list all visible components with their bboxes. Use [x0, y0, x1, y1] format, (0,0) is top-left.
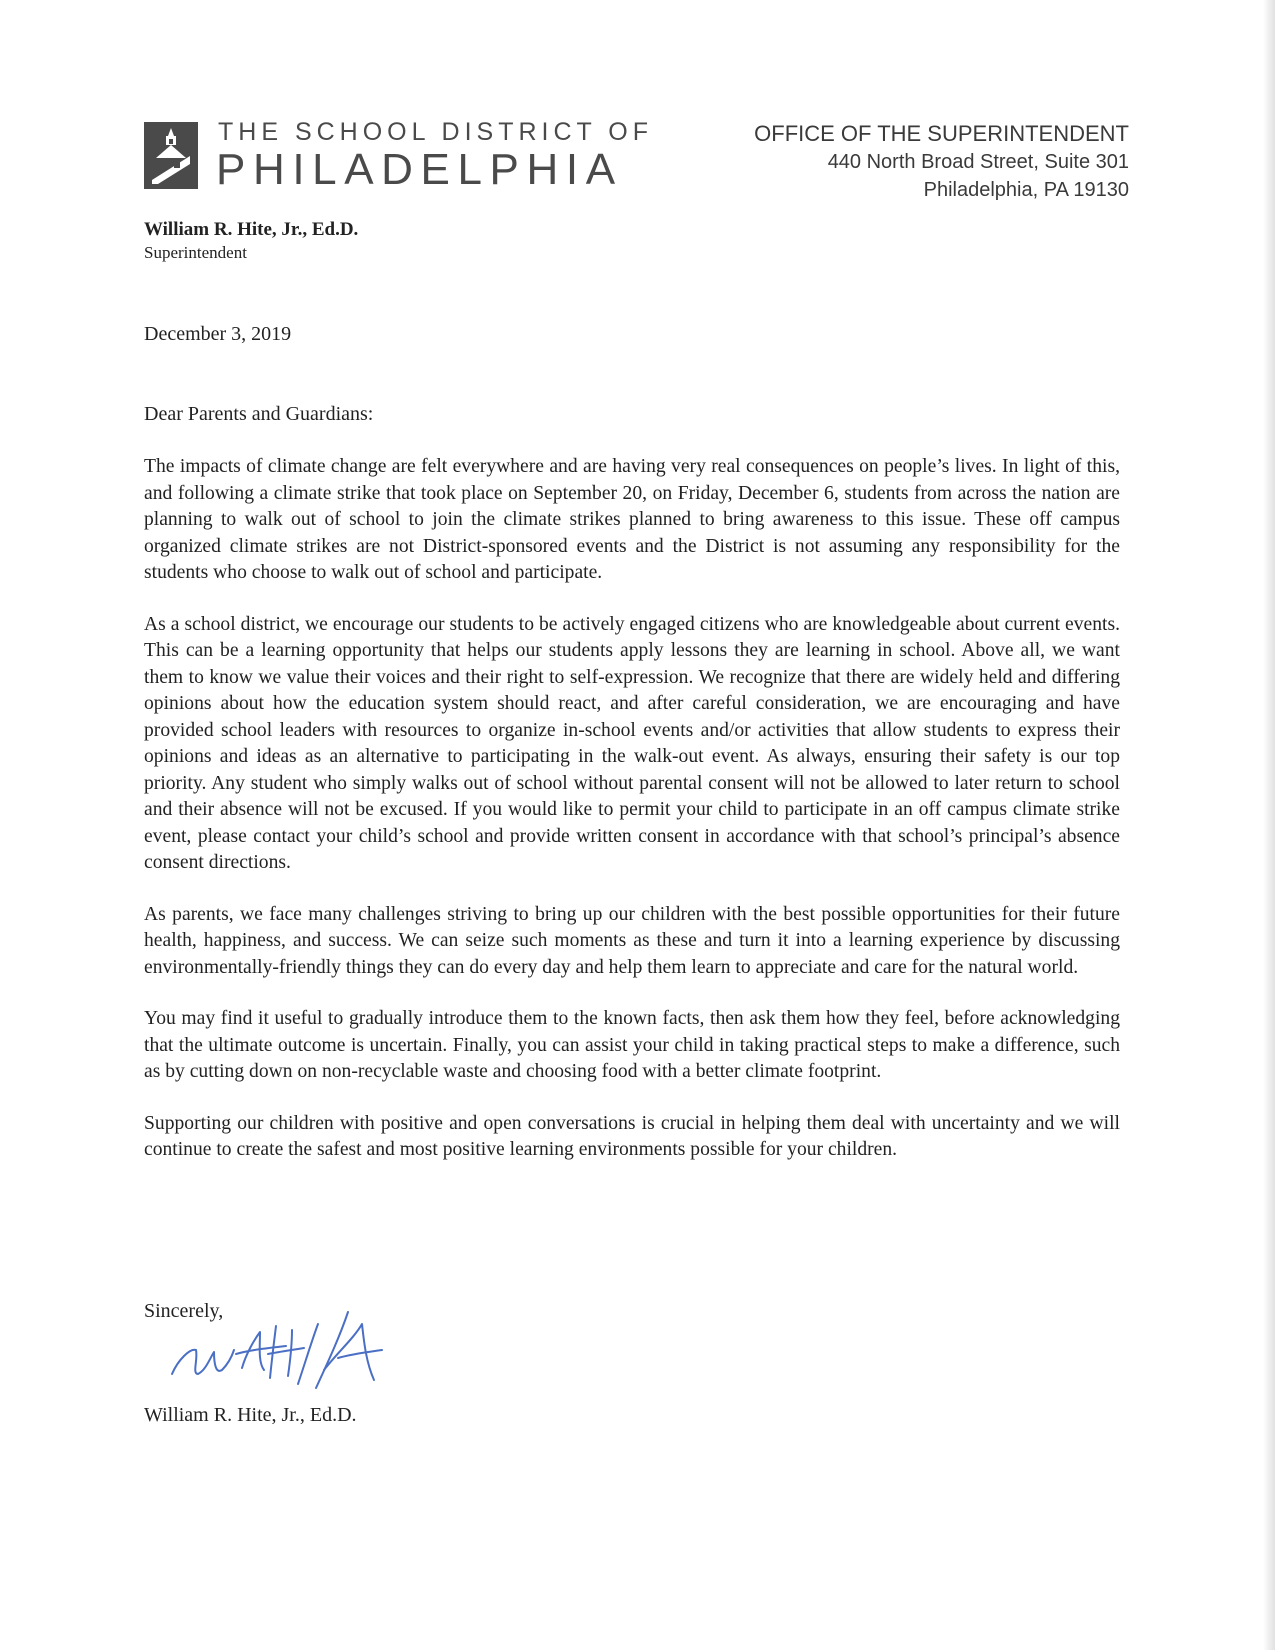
body-paragraph: You may find it useful to gradually introduce them to the known facts, then ask them how they feel, before acknowledging that the ultimate outcome is uncertain. Finally, you can assist your child in taking practical steps to make a difference, such as by cutting down on non-recyclable waste and choosing food with a better climate footprint. [144, 1008, 1120, 1082]
address-line-2: Philadelphia, PA 19130 [923, 179, 1129, 201]
office-address-block [754, 120, 1129, 204]
org-name-line2: PHILADELPHIA [216, 145, 623, 194]
letter-body [144, 454, 1120, 1189]
closing: Sincerely, [144, 1300, 224, 1322]
sender-name: William R. Hite, Jr., Ed.D. [144, 219, 359, 240]
body-paragraph: As parents, we face many challenges striving to bring up our children with the best possible opportunities for their future health, happiness, and success. We can seize such moments as these and turn it into a learning experience by discussing environmentally-friendly things they can do every day and help them learn to appreciate and care for the natural world. [144, 903, 1120, 978]
body-paragraph: The impacts of climate change are felt everywhere and are having very real consequences on people’s lives. In light of this, and following a climate strike that took place on September 20, on Friday, December 6, students from across the nation are planning to walk out of school to join the climate strikes planned to bring awareness to this issue. These off campus organized climate strikes are not District-sponsored events and the District is not assuming any responsibility for the students who choose to walk out of school and participate. [144, 456, 1120, 583]
handwritten-signature [168, 1310, 438, 1392]
sender-title: Superintendent [144, 243, 247, 262]
body-paragraph: Supporting our children with positive and open conversations is crucial in helping them deal with uncertainty and we will continue to create the safest and most positive learning environments possible for your children. [144, 1112, 1120, 1160]
letter-date: December 3, 2019 [144, 323, 292, 345]
address-line-1: 440 North Broad Street, Suite 301 [827, 151, 1129, 173]
body-paragraph: As a school district, we encourage our students to be actively engaged citizens who are knowledgeable about current events. This can be a learning opportunity that helps our students apply lessons they are learning in school. Above all, we want them to know we value their voices and their right to self-expression. We recognize that there are widely held and differing opinions about how the education system should react, and after careful consideration, we are encouraging and have provided school leaders with resources to organize in-school events and/or activities that allow students to express their opinions and ideas as an alternative to participating in the walk-out event. As always, ensuring their safety is our top priority. Any student who simply walks out of school without parental consent will not be allowed to later return to school and their absence will not be excused. If you would like to permit your child to participate in an off campus climate strike event, please contact your child’s school and provide written consent in accordance with that school’s principal’s absence consent directions. [144, 613, 1120, 873]
sender-block [144, 218, 358, 264]
signer-name: William R. Hite, Jr., Ed.D. [144, 1404, 357, 1426]
org-name-line1: THE SCHOOL DISTRICT OF [218, 118, 654, 146]
salutation: Dear Parents and Guardians: [144, 403, 374, 425]
page-edge-shadow [1263, 0, 1275, 1650]
office-title: OFFICE OF THE SUPERINTENDENT [754, 121, 1129, 146]
bell-tower-icon [144, 122, 198, 189]
